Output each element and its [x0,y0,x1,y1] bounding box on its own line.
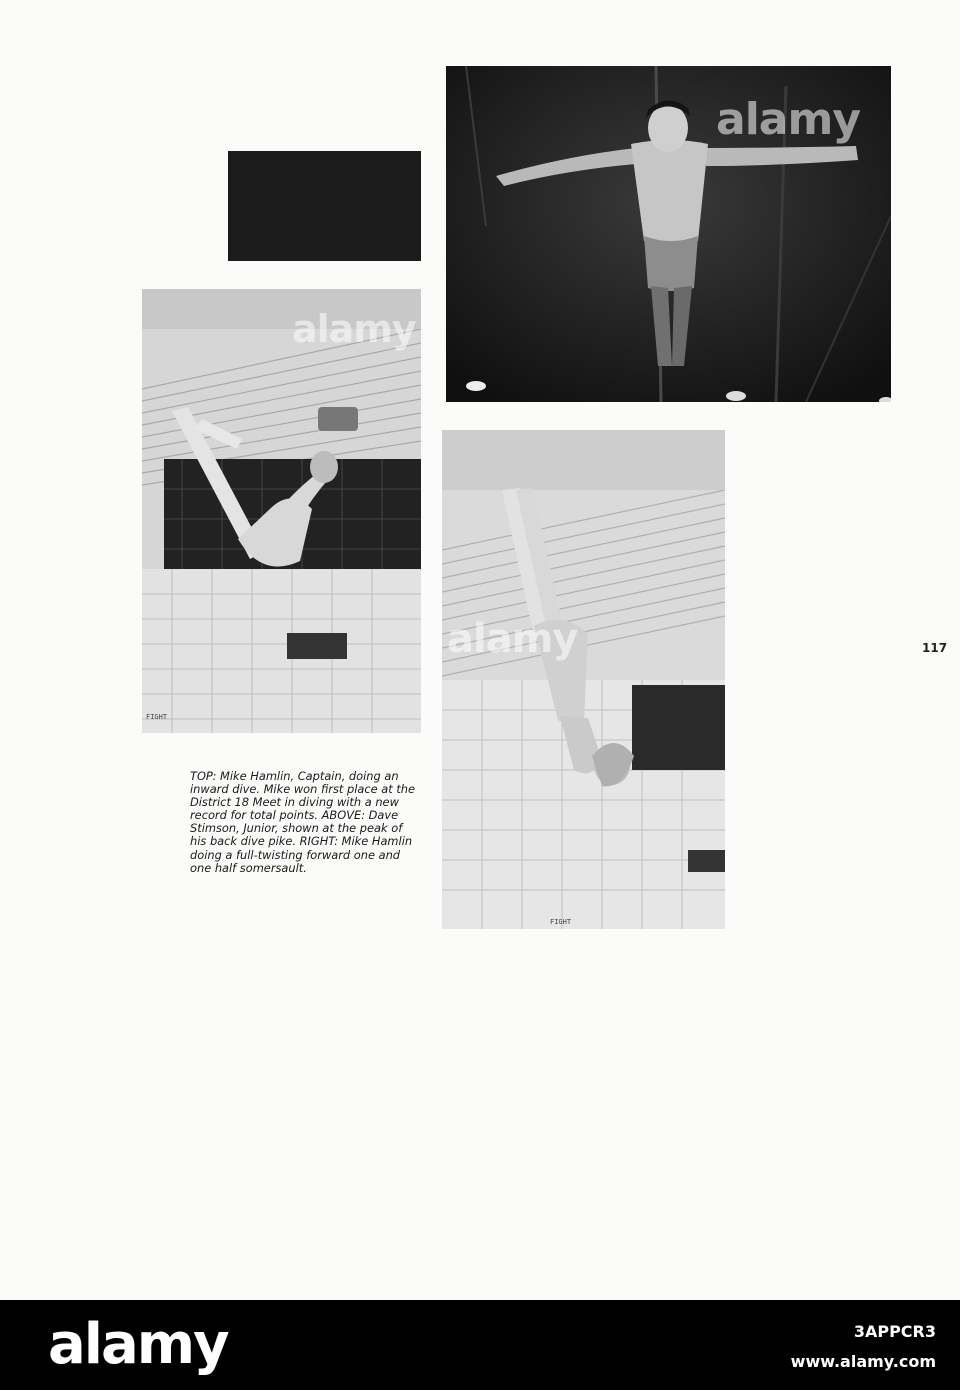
alamy-logo: alamy [48,1312,228,1377]
photo-back-dive-pike [142,289,421,733]
plate-text: FIGHT [550,918,572,926]
plate-text: FIGHT [146,713,168,721]
dark-block [228,151,421,261]
watermark: alamy [292,307,416,351]
photo-full-twisting-forward [442,430,725,929]
footer-url[interactable]: www.alamy.com [790,1352,936,1371]
diver-twisting-image [442,430,725,929]
page-number: 117 [922,641,948,655]
photo-top-inward-dive [446,66,891,402]
stock-footer [0,1300,960,1390]
watermark: alamy [447,616,578,662]
photo-caption: TOP: Mike Hamlin, Captain, doing an inward dive. Mike won first place at the District 18 Meet in diving with a new record for total points. ABOVE: Dave Stimson, Junior, shown at the peak of his back dive pike. RIGHT: Mike Hamlin doing a full-twisting forward one and one half somersault. [190,769,416,875]
diver-pike-image [142,289,421,733]
image-id: 3APPCR3 [853,1322,936,1341]
watermark: alamy [716,94,860,145]
